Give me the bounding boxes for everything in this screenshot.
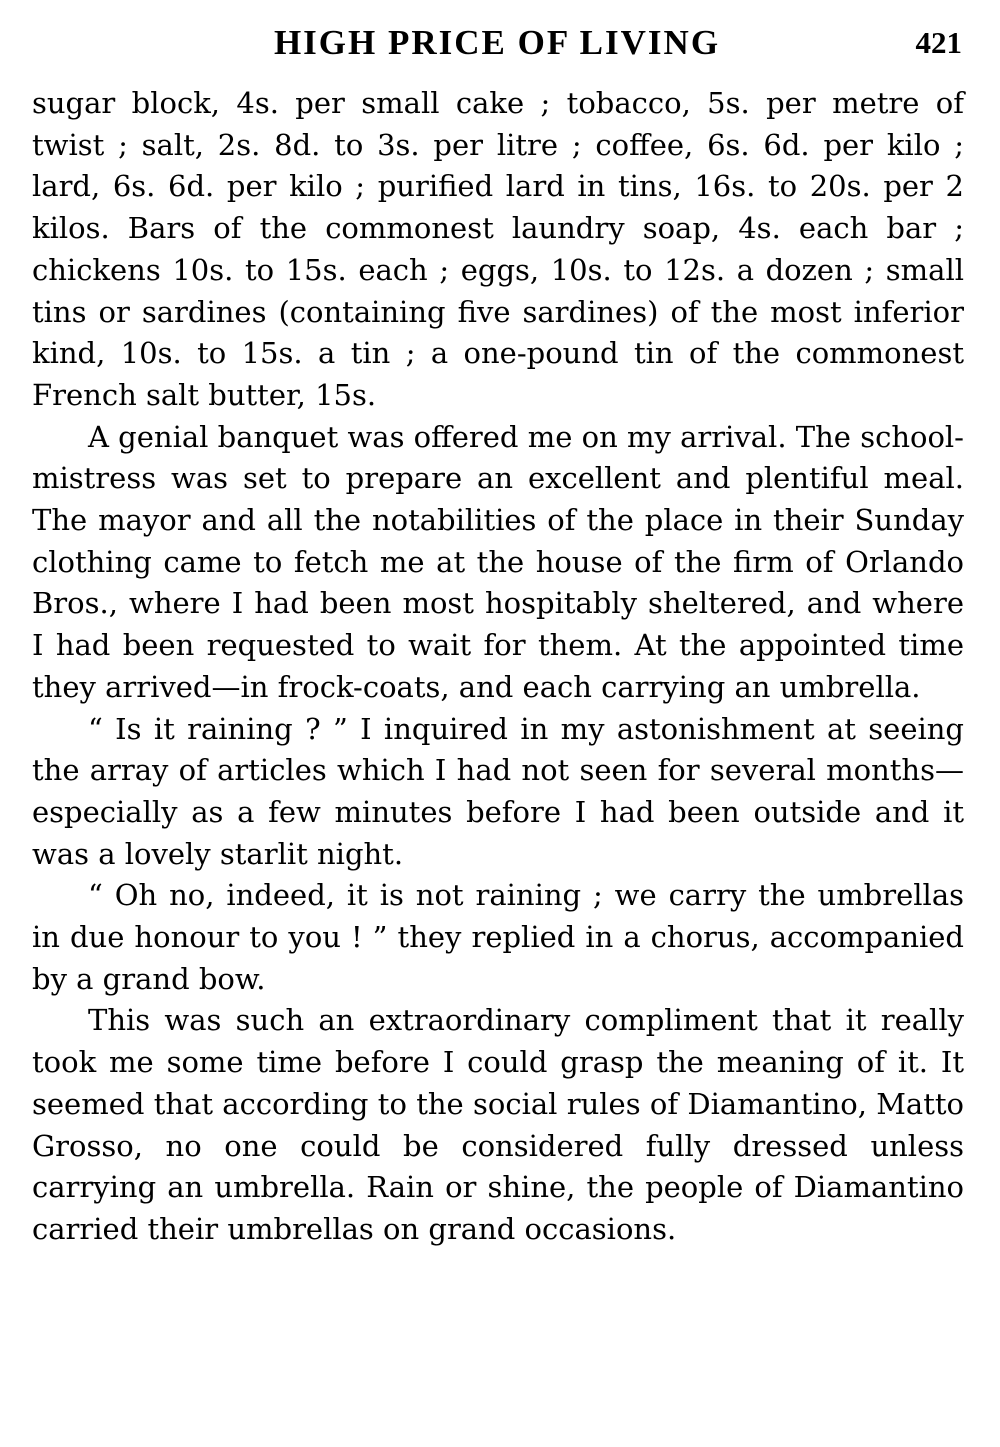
page-number: 421 <box>915 25 962 60</box>
paragraph-banquet: A genial banquet was offered me on my arrival. The school-mistress was set to prepare an excellent and plentiful meal. The mayor and all the notabilities of the place in their Sunday clothing came to fetch me at the house of the firm of Orlando Bros., where I had been most hospitably sheltered, and where I had been requested to wait for them. At the appointed time they arrived—in frock-coats, and each carrying an umbrella. <box>32 419 964 704</box>
body-text <box>32 83 964 1251</box>
paragraph-umbrella-custom: This was such an extraordinary compliment that it really took me some time before I could grasp the meaning of it. It seemed that according to the social rules of Diamantino, Matto Grosso, no one could be considered fully dressed unless carrying an umbrella. Rain or shine, the people of Diamantino carried their umbrellas on grand occasions. <box>32 1003 964 1246</box>
running-head <box>32 18 962 68</box>
paragraph-price-list: sugar block, 4s. per small cake ; tobacco, 5s. per metre of twist ; salt, 2s. 8d. to 3s. per litre ; coffee, 6s. 6d. per kilo ; lard, 6s. 6d. per kilo ; purified lard in tins, 16s. to 20s. per 2 kilos. Bars of the commonest laundry soap, 4s. each bar ; chickens 10s. to 15s. each ; eggs, 10s. to 12s. a dozen ; small tins or sardines (containing five sardines) of the most inferior kind, 10s. to 15s. a tin ; a one-pound tin of the commonest French salt butter, 15s. <box>32 86 964 412</box>
paragraph-is-it-raining: “ Is it raining ? ” I inquired in my astonishment at seeing the array of articles which I had not seen for several months—especially as a few minutes before I had been outside and it was a lovely starlit night. <box>32 711 964 871</box>
paragraph-not-raining-reply: “ Oh no, indeed, it is not raining ; we carry the umbrellas in due honour to you ! ” they replied in a chorus, accompanied by a grand bow. <box>32 878 964 996</box>
running-title: HIGH PRICE OF LIVING <box>273 23 721 62</box>
